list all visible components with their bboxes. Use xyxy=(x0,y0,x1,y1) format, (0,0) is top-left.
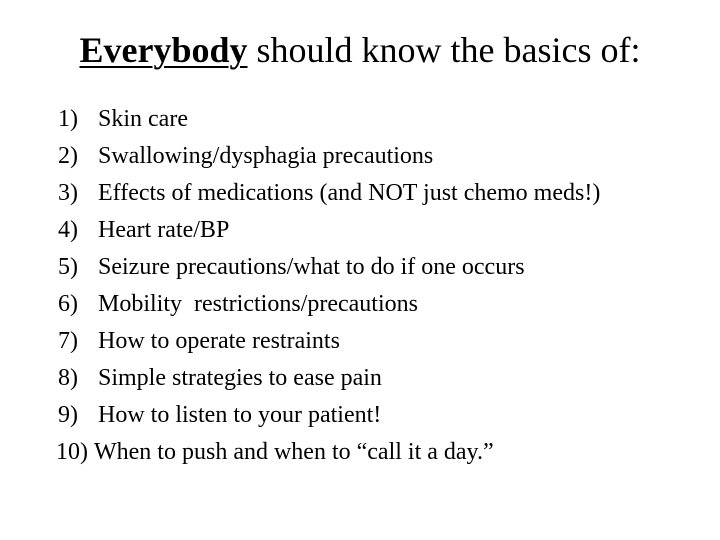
list-item-text: Swallowing/dysphagia precautions xyxy=(98,143,434,169)
list-item-text: How to listen to your patient! xyxy=(98,402,382,428)
list-item xyxy=(58,434,600,471)
list-item-number: 9) xyxy=(58,402,78,428)
list-item xyxy=(58,138,600,175)
list-item xyxy=(58,323,600,360)
list-item-number: 6) xyxy=(58,291,78,317)
list-item xyxy=(58,212,600,249)
list-item-text: Heart rate/BP xyxy=(98,217,230,243)
list-item xyxy=(58,397,600,434)
list-item xyxy=(58,249,600,286)
list-item-text: How to operate restraints xyxy=(98,328,340,354)
list-item-text: Skin care xyxy=(98,106,188,132)
list-item xyxy=(58,286,600,323)
list-item-number: 7) xyxy=(58,328,78,354)
title-rest: should know the basics of: xyxy=(247,30,641,70)
list-item-number: 8) xyxy=(58,365,78,391)
basics-list xyxy=(58,101,600,471)
list-item-number: 4) xyxy=(58,217,78,243)
list-item xyxy=(58,360,600,397)
title-emphasis: Everybody xyxy=(79,30,248,70)
list-item xyxy=(58,175,600,212)
list-item xyxy=(58,101,600,138)
list-item-number: 5) xyxy=(58,254,78,280)
list-item-text: Effects of medications (and NOT just chemo meds!) xyxy=(98,180,601,206)
list-item-text: When to push and when to “call it a day.” xyxy=(94,439,494,465)
slide-title xyxy=(0,28,720,72)
list-item-number: 3) xyxy=(58,180,78,206)
list-item-number: 2) xyxy=(58,143,78,169)
list-item-text: Simple strategies to ease pain xyxy=(98,365,382,391)
list-item-number: 1) xyxy=(58,106,78,132)
list-item-text: Mobility restrictions/precautions xyxy=(98,291,418,317)
list-item-number: 10) xyxy=(56,439,88,465)
list-item-text: Seizure precautions/what to do if one occurs xyxy=(98,254,525,280)
